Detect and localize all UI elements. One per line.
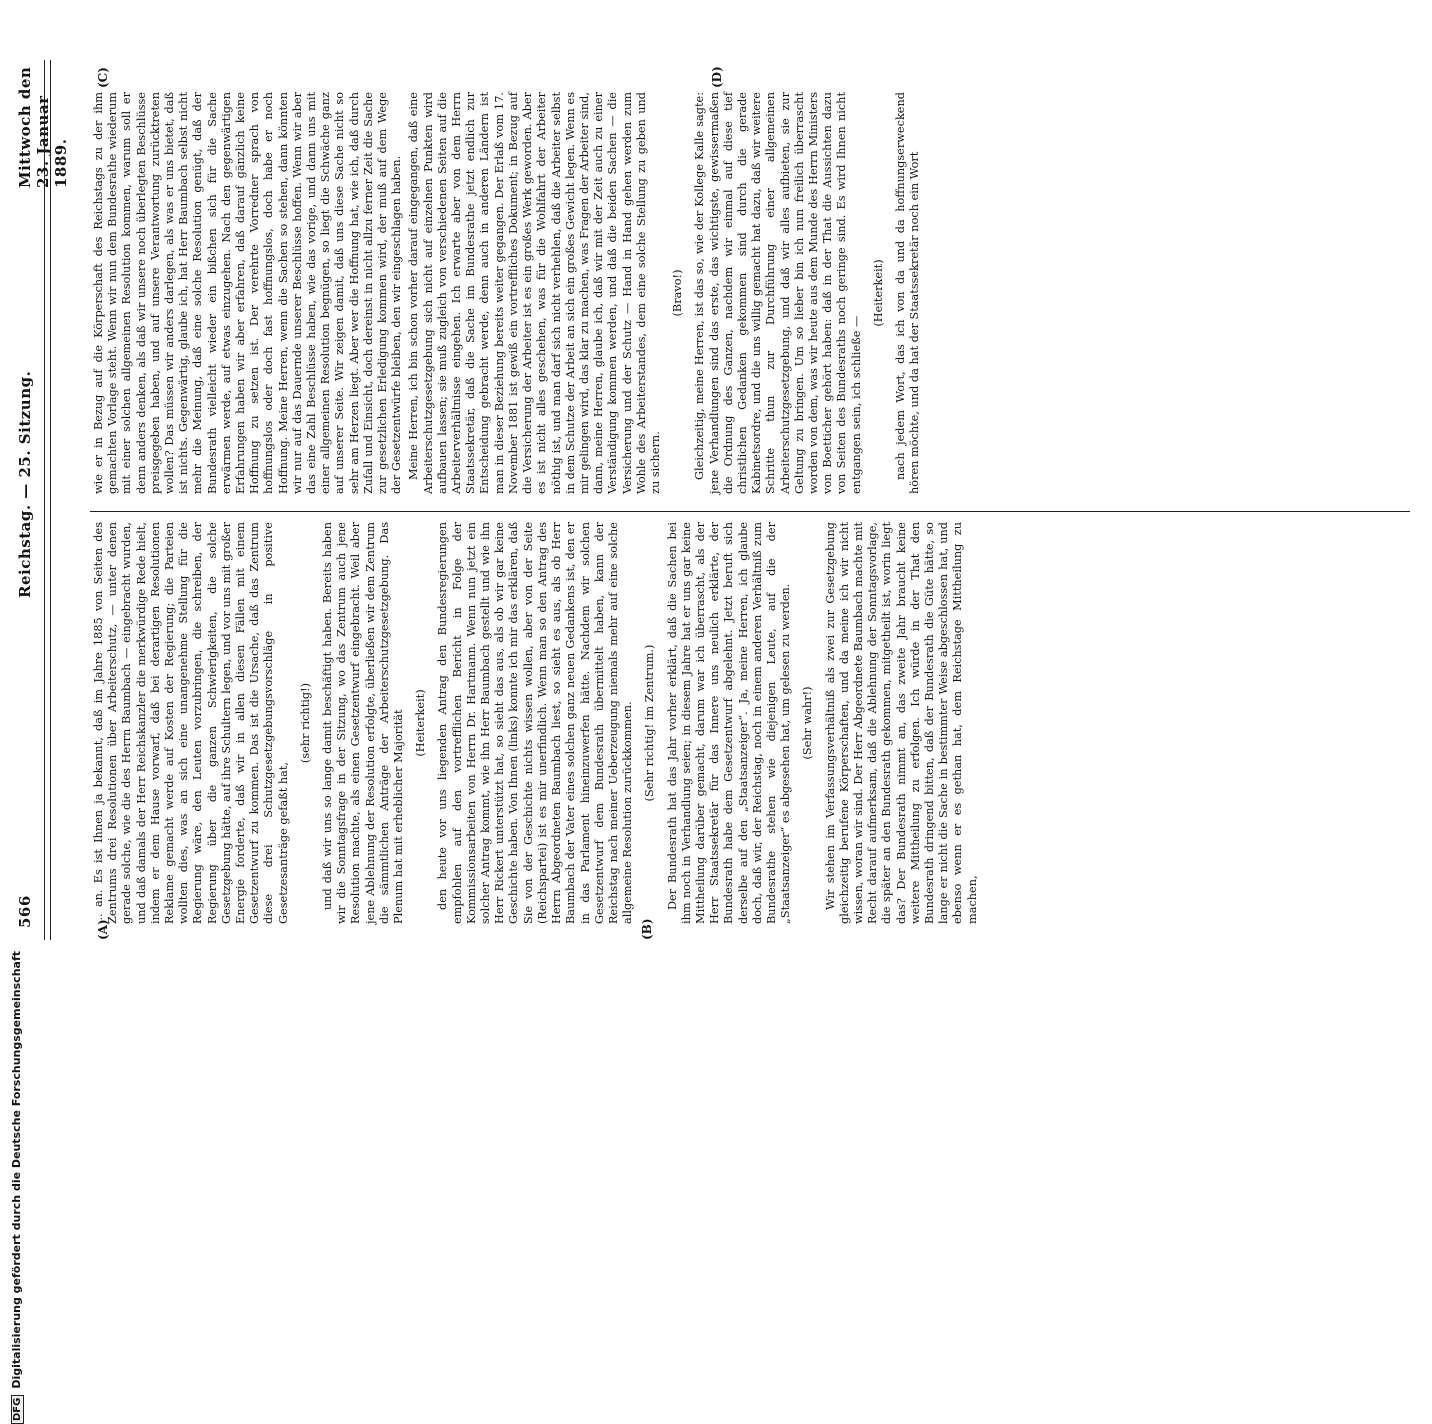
digitization-credit-text: Digitalisierung gefördert durch die Deutsche Forschungsgemeinschaft [10, 950, 23, 1389]
interjection: (Heiterkeit) [414, 689, 428, 757]
interjection: (sehr richtig!) [298, 682, 312, 764]
paragraph: Wir stehen im Verfassungsverhältniß als zwei zur Gesetzgebung gleichzeitig berufene Körperschaften, und da meine ich wir nicht wissen, woran wir sind. Der Herr Abgeordnete Baumbach machte mit Recht darauf aufmerksam, daß die Ablehnung der Sonntagsvorlage, die später an den Bundesrath gekommen, mitgetheilt ist, worin liegt das? Der Bundesrath nimmt an, das zweite Jahr braucht keine weitere Mittheilung zu erfolgen. Ich würde in der That den Bundesrath dringend bitten, daß der Bundesrath die Güte hätte, so lange er nicht die Sache in bestimmter Weise abgeschlossen hat, und ebenso wenn er es gethan hat, dem Reichstage Mittheilung zu machen, [823, 522, 979, 924]
paragraph: und daß wir uns so lange damit beschäftigt haben. Bereits haben wir die Sonntagsfrage in der Sitzung, wo das Zentrum auch jene Resolution machte, als einen Gesetzentwurf eingebracht. Weil aber jene Ablehnung der Resolution erfolgte, überließen wir dem Zentrum die sämmtlichen Anträge der Arbeiterschutzgesetzgebung. Das Plenum hat mit erheblicher Majorität [321, 522, 406, 924]
digitization-credit [10, 424, 24, 1424]
margin-mark-b: (B) [640, 918, 654, 940]
margin-mark-d: (D) [710, 66, 724, 88]
header-title: Reichstag. — 25. Sitzung. [16, 370, 34, 598]
paragraph: Gleichzeitig, meine Herren, ist das so, wie der Kollege Kalle sagte: jene Verhandlungen sind das erste, das wichtigste, gewissermaßen die Ordnung des Ganzen, nachdem wir einmal auf diese tief christlichen Gedanken gekommen sind durch die gerade Kabinetsordre, und die uns willig gemacht hat dazu, daß wir weitere Schritte thun zur Durchführung einer allgemeinen Arbeiterschutzgesetzgebung, und daß wir alles aufbieten, sie zur Geltung zu bringen. Um so lieber bin ich nun freilich überrascht worden von dem, was wir heute aus dem Munde des Herrn Ministers von Boetticher gehört haben: daß in der That die Aussichten dazu von Seiten des Bundesraths noch geringe sind. Es wird Ihnen nicht entgangen sein, ich schließe — [693, 92, 863, 494]
page-number: 566 [16, 895, 34, 928]
margin-mark-a: (A) [96, 919, 110, 940]
dfg-logo-icon: DFG [11, 1395, 24, 1424]
interjection: (Heiterkeit) [871, 259, 885, 327]
paragraph: wie er in Bezug auf die Körperschaft des Reichstags zu der ihm gemachten Vorlage steht. Wenn wir nun dem Bundesrathe wiederum mit einer solchen allgemeinen Resolution kommen, warum soll er denn anders denken, als daß wir unsere noch überlegten Beschlüsse preisgegeben haben, und auf unsere Verantwortung zurücktreten wollen? Das müssen wir anders darlegen, als was er uns bietet, daß ist nichts. Gegenwärtig, glaube ich, hat Herr Baumbach selbst nicht mehr die Meinung, daß eine solche Resolution genügt, daß der Bundesrath vielleicht wieder ein bißchen sich für die Sache erwärmen werde, auf etwas einzugehen. Nach den gegenwärtigen Erfahrungen haben wir aber erfahren, daß darauf gänzlich keine Hoffnung zu setzen ist. Der verehrte Vorredner sprach von hoffnungslos oder doch fast hoffnungslos, doch habe er noch Hoffnung. Meine Herren, wenn die Sachen so stehen, dann könnten wir nur auf das Dauernde unserer Beschlüsse hoffen. Wenn wir aber das eine Zahl Beschlüsse haben, wie das vorige, und dann uns mit einer allgemeinen Resolution begnügen, so liegt die Schwäche ganz auf unserer Seite. Wir zeigen damit, daß uns diese Sache nicht so sehr am Herzen liegt. Aber wer die Hoffnung hat, wie ich, daß durch Zufall und Einsicht, doch dereinst in nicht allzu ferner Zeit die Sache zur gesetzlichen Erledigung kommen wird, der muß auf dem Wege der Gesetzentwürfe bleiben, den wir eingeschlagen haben. [92, 92, 404, 494]
right-column [92, 92, 925, 494]
paragraph: Der Bundesrath hat das Jahr vorher erklärt, daß die Sachen bei ihm noch in Verhandlung seien; in diesem Jahre hat er uns gar keine Mittheilung darüber gemacht, darum war ich überrascht, als der Herr Staatssekretär für das Innere uns neulich erklärte, der Bundesrath habe dem Gesetzentwurf abgelehnt. Jetzt beruft sich derselbe auf den „Staatsanzeiger“. Ja, meine Herren, ich glaube doch, daß wir, der Reichstag, noch in einem anderen Verhältniß zum Bundesrathe stehen wie diejenigen Leute, auf die der „Staatsanzeiger“ es abgesehen hat, um gelesen zu werden. [665, 522, 793, 924]
paragraph: ... an. Es ist Ihnen ja bekannt, daß im Jahre 1885 von Seiten des Zentrums drei Resolutionen über Arbeiterschutz, — unter denen gerade solche, wie die des Herrn Baumbach — eingebracht wurden, und daß damals der Herr Reichskanzler die merkwürdige Rede hielt, indem er dem Hause vorwarf, daß bei derartigen Resolutionen Reklame gemacht werde auf Kosten der Regierung; die Parteien wollten dies, was an sich eine unangenehme Stellung für die Regierung wäre, den Leuten vorzubringen, die schreiben, der Regierung über die ganzen Schwierigkeiten, die solche Gesetzgebung hätte, auf ihre Schultern legen, und vor uns mit großer Energie forderte, daß wir in allen diesen Fällen mit einem Gesetzentwurf zu kommen. Das ist die Ursache, daß das Zentrum diese drei Schutzgesetzgebungsvorschläge in positive Gesetzesanträge gefaßt hat, [92, 522, 290, 924]
interjection: (Bravo!) [671, 269, 685, 317]
interjection: (Sehr richtig! im Zentrum.) [643, 644, 657, 802]
header-date: Mittwoch den 23. Januar 1889. [16, 66, 70, 188]
column-divider [90, 511, 1410, 512]
header-rule [44, 60, 45, 940]
left-column [92, 522, 983, 924]
header-rule-secondary [50, 60, 51, 940]
paragraph: den heute vor uns liegenden Antrag den Bundesregierungen empfohlen auf den vortrefflichen Bericht in Folge der Kommissionsarbeiten von Herrn Dr. Hartmann. Wenn nun jetzt ein solcher Antrag kommt, wie ihn Herr Baumbach gestellt und wie ihn Herr Rickert unterstützt hat, so sieht das aus, als ob wir gar keine Geschichte haben. Von Ihnen (links) konnte ich mir das erklären, daß Sie von der Geschichte nichts wissen wollen, aber von der Seite (Reichspartei) ist es mir unerfindlich. Wenn man so den Antrag des Herrn Abgeordneten Baumbach liest, so sieht es aus, als ob Herr Baumbach der Vater eines solchen ganz neuen Gedankens ist, den er in das Parlament hineinzuwerfen hätte. Nachdem wir solchen Gesetzentwurf dem Bundesrath übermittelt haben, kann der Reichstag nach meiner Ueberzeugung niemals mehr auf eine solche allgemeine Resolution zurückkommen. [436, 522, 635, 924]
interjection: (Sehr wahr!) [801, 686, 815, 760]
paragraph: nach jedem Wort, das ich von da und da hoffnungserweckend hören möchte, und da hat der Staatssekretär noch ein Wort [893, 92, 922, 494]
margin-mark-c: (C) [96, 67, 110, 88]
paragraph: Meine Herren, ich bin schon vorher darauf eingegangen, daß eine Arbeiterschutzgesetzgebung sich nicht auf einzelnen Punkten wird aufbauen lassen; sie muß zugleich von verschiedenen Seiten auf die Arbeiterverhältnisse eingehen. Ich erwarte aber von dem Herrn Staatssekretär, daß die Sache im Bundesrathe jetzt endlich zur Entscheidung gebracht werde, denn auch in anderen Ländern ist man in dieser Beziehung bereits weiter gegangen. Der Erlaß vom 17. November 1881 ist gewiß ein vortreffliches Dokument; in Bezug auf die Versicherung der Arbeiter ist es ein großes Werk geworden. Aber es ist nicht alles geschehen, was für die Wohlfahrt der Arbeiter nöthig ist, und man darf sich nicht verhehlen, daß die Arbeiter selbst in dem Schutze der Arbeit an sich ein großes Gewicht legen. Wenn es mir gelingen wird, das klar zu machen, was Fragen der Arbeiter sind, dann, meine Herren, glaube ich, daß wir mit der Zeit auch zu einer Verständigung kommen werden, und daß die beiden Sachen — die Versicherung und der Schutz — Hand in Hand gehen werden zum Wohle des Arbeiterstandes, dem eine solche Stellung zu geben und zu sichern. [407, 92, 662, 494]
